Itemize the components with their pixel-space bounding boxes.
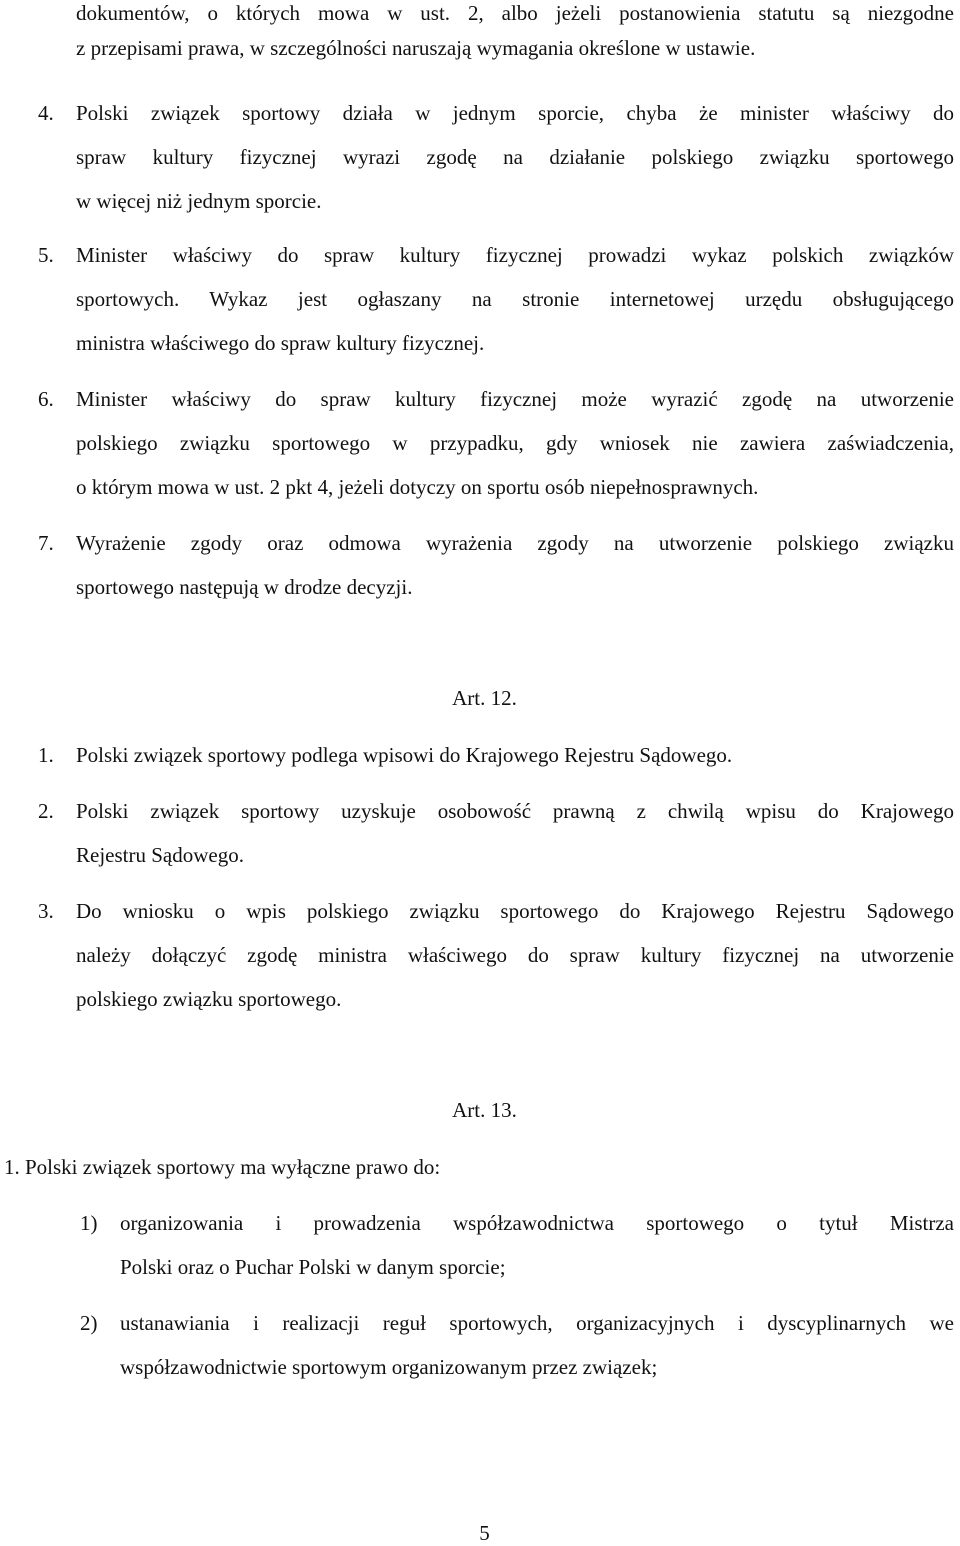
item-number: 4. — [38, 101, 54, 125]
text-line: polskiego związku sportowego. — [76, 987, 342, 1011]
text-line: z przepisami prawa, w szczególności naruszają wymagania określone w ustawie. — [76, 36, 756, 60]
article-heading: Art. 12. — [452, 686, 517, 710]
text-line: w więcej niż jednym sporcie. — [76, 189, 322, 213]
article-intro: 1. Polski związek sportowy ma wyłączne prawo do: — [4, 1155, 441, 1179]
text-line: należy dołączyć zgodę ministra właściwego do spraw kultury fizycznej na utworzenie — [76, 943, 954, 967]
text-line: Minister właściwy do spraw kultury fizycznej może wyrazić zgodę na utworzenie — [76, 387, 954, 411]
item-number: 2. — [38, 799, 54, 823]
text-line: Polski oraz o Puchar Polski w danym sporcie; — [120, 1255, 506, 1279]
point-number: 2) — [80, 1311, 98, 1335]
text-line: Polski związek sportowy uzyskuje osobowość prawną z chwilą wpisu do Krajowego — [76, 799, 954, 823]
text-line: współzawodnictwie sportowym organizowanym przez związek; — [120, 1355, 658, 1379]
text-line: Do wniosku o wpis polskiego związku sportowego do Krajowego Rejestru Sądowego — [76, 899, 954, 923]
text-line: sportowego następują w drodze decyzji. — [76, 575, 413, 599]
text-line: spraw kultury fizycznej wyrazi zgodę na działanie polskiego związku sportowego — [76, 145, 954, 169]
text-line: Minister właściwy do spraw kultury fizycznej prowadzi wykaz polskich związków — [76, 243, 954, 267]
text-line: organizowania i prowadzenia współzawodnictwa sportowego o tytuł Mistrza — [120, 1211, 954, 1235]
item-number: 1. — [38, 743, 54, 767]
item-number: 7. — [38, 531, 54, 555]
text-line: o którym mowa w ust. 2 pkt 4, jeżeli dotyczy on sportu osób niepełnosprawnych. — [76, 475, 759, 499]
text-line: polskiego związku sportowego w przypadku, gdy wniosek nie zawiera zaświadczenia, — [76, 431, 954, 455]
item-number: 6. — [38, 387, 54, 411]
text-line: ministra właściwego do spraw kultury fizycznej. — [76, 331, 485, 355]
text-line: ustanawiania i realizacji reguł sportowych, organizacyjnych i dyscyplinarnych we — [120, 1311, 954, 1335]
text-line: dokumentów, o których mowa w ust. 2, albo jeżeli postanowienia statutu są niezgodne — [76, 1, 954, 25]
article-heading: Art. 13. — [452, 1098, 517, 1122]
text-line: Polski związek sportowy podlega wpisowi do Krajowego Rejestru Sądowego. — [76, 743, 733, 767]
text-line: Polski związek sportowy działa w jednym sporcie, chyba że minister właściwy do — [76, 101, 954, 125]
text-line: sportowych. Wykaz jest ogłaszany na stronie internetowej urzędu obsługującego — [76, 287, 954, 311]
point-number: 1) — [80, 1211, 98, 1235]
item-number: 3. — [38, 899, 54, 923]
page-number: 5 — [479, 1521, 490, 1545]
text-line: Rejestru Sądowego. — [76, 843, 244, 867]
item-number: 5. — [38, 243, 54, 267]
text-line: Wyrażenie zgody oraz odmowa wyrażenia zgody na utworzenie polskiego związku — [76, 531, 954, 555]
